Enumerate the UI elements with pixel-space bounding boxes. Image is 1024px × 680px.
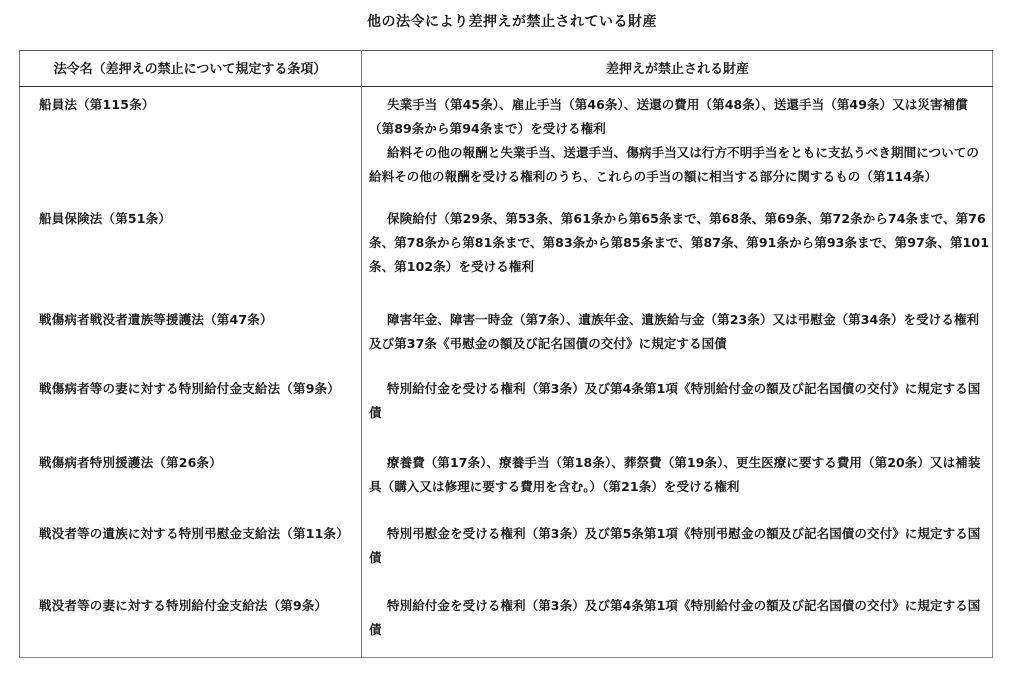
- header-rule-top: [19, 50, 993, 51]
- column-header-law: 法令名（差押えの禁止について規定する条項）: [53, 62, 327, 77]
- header-rule-bottom: [19, 86, 993, 87]
- protected-property: [369, 93, 989, 189]
- property-paragraph: 療養費（第17条）、療養手当（第18条）、葬祭費（第19条）、更生医療に要する費用（第20条）又は補装具（購入又は修理に要する費用を含む。）（第21条）を受ける権利: [369, 455, 981, 494]
- protected-property: [369, 451, 989, 499]
- property-paragraph: 保険給付（第29条、第53条、第61条から第65条まで、第68条、第69条、第72条から74条まで、第76条、第78条から第81条まで、第83条から第85条まで、第87条、第91条から第93条まで、第97条、第101条、第102条）を受ける権利: [369, 211, 990, 274]
- property-paragraph: 失業手当（第45条）、雇止手当（第46条）、送還の費用（第48条）、送還手当（第49条）又は災害補償（第89条から第94条まで）を受ける権利: [369, 97, 968, 136]
- property-paragraph: 給料その他の報酬と失業手当、送還手当、傷病手当又は行方不明手当をともに支払うべき期間についての給料その他の報酬を受ける権利のうち、これらの手当の額に相当する部分に関するもの（第114条）: [369, 145, 979, 184]
- property-paragraph: 障害年金、障害一時金（第7条）、遺族年金、遺族給与金（第23条）又は弔慰金（第34条）を受ける権利及び第37条《弔慰金の額及び記名国債の交付》に規定する国債: [369, 312, 980, 351]
- law-name: 戦傷病者等の妻に対する特別給付金支給法（第9条）: [39, 381, 340, 396]
- protected-property: [369, 207, 989, 279]
- column-header-property: 差押えが禁止される財産: [605, 62, 749, 77]
- column-divider: [361, 50, 362, 658]
- law-name: 戦傷病者特別援護法（第26条）: [39, 455, 222, 470]
- property-paragraph: 特別給付金を受ける権利（第3条）及び第4条第1項《特別給付金の額及び記名国債の交付》に規定する国債: [369, 381, 981, 420]
- protected-property: [369, 594, 989, 642]
- property-paragraph: 特別給付金を受ける権利（第3条）及び第4条第1項《特別給付金の額及び記名国債の交付》に規定する国債: [369, 598, 981, 637]
- law-name: 戦没者等の遺族に対する特別弔慰金支給法（第11条）: [39, 526, 349, 541]
- protected-property: [369, 377, 989, 425]
- law-name: 戦傷病者戦没者遺族等援護法（第47条）: [39, 312, 273, 327]
- protected-property: [369, 308, 989, 356]
- law-name: 戦没者等の妻に対する特別給付金支給法（第9条）: [39, 598, 328, 613]
- law-name: 船員法（第115条）: [39, 97, 155, 112]
- property-paragraph: 特別弔慰金を受ける権利（第3条）及び第5条第1項《特別弔慰金の額及び記名国債の交付》に規定する国債: [369, 526, 981, 565]
- law-name: 船員保険法（第51条）: [39, 211, 172, 226]
- page-title: 他の法令により差押えが禁止されている財産: [367, 14, 657, 30]
- protected-property: [369, 522, 989, 570]
